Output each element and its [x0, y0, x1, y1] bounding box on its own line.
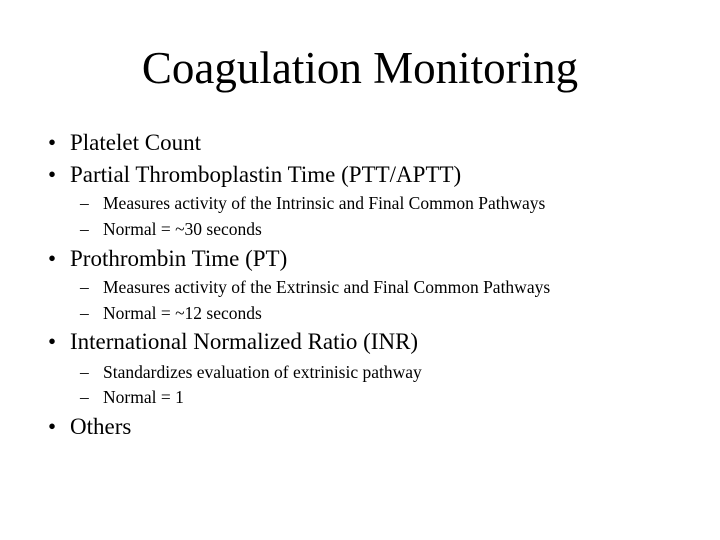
sub-bullet-text: Measures activity of the Extrinsic and Final Common Pathways — [103, 277, 551, 297]
sub-bullet-item — [80, 302, 262, 324]
dash-icon: – — [80, 219, 89, 239]
bullet-text: Others — [70, 414, 132, 439]
bullet-icon: • — [48, 329, 57, 354]
sub-bullet-item — [80, 218, 262, 240]
dash-icon: – — [80, 277, 89, 297]
bullet-icon: • — [48, 414, 57, 439]
sub-bullet-item — [80, 386, 184, 408]
sub-bullet-text: Normal = ~12 seconds — [103, 303, 262, 323]
bullet-icon: • — [48, 246, 57, 271]
dash-icon: – — [80, 387, 89, 407]
bullet-text: Prothrombin Time (PT) — [70, 246, 288, 271]
bullet-item — [48, 246, 287, 272]
sub-bullet-item — [80, 192, 545, 214]
bullet-text: Partial Thromboplastin Time (PTT/APTT) — [70, 162, 462, 187]
bullet-item — [48, 130, 201, 156]
bullet-icon: • — [48, 162, 57, 187]
sub-bullet-text: Measures activity of the Intrinsic and Final Common Pathways — [103, 193, 546, 213]
sub-bullet-text: Normal = 1 — [103, 387, 184, 407]
bullet-text: International Normalized Ratio (INR) — [70, 329, 419, 354]
bullet-item — [48, 162, 461, 188]
bullet-item — [48, 414, 131, 440]
dash-icon: – — [80, 193, 89, 213]
bullet-item — [48, 329, 418, 355]
sub-bullet-item — [80, 276, 550, 298]
sub-bullet-text: Standardizes evaluation of extrinisic pathway — [103, 362, 422, 382]
slide-title: Coagulation Monitoring — [141, 43, 579, 93]
sub-bullet-item — [80, 361, 422, 383]
bullet-text: Platelet Count — [70, 130, 201, 155]
sub-bullet-text: Normal = ~30 seconds — [103, 219, 262, 239]
dash-icon: – — [80, 303, 89, 323]
bullet-icon: • — [48, 130, 57, 155]
dash-icon: – — [80, 362, 89, 382]
